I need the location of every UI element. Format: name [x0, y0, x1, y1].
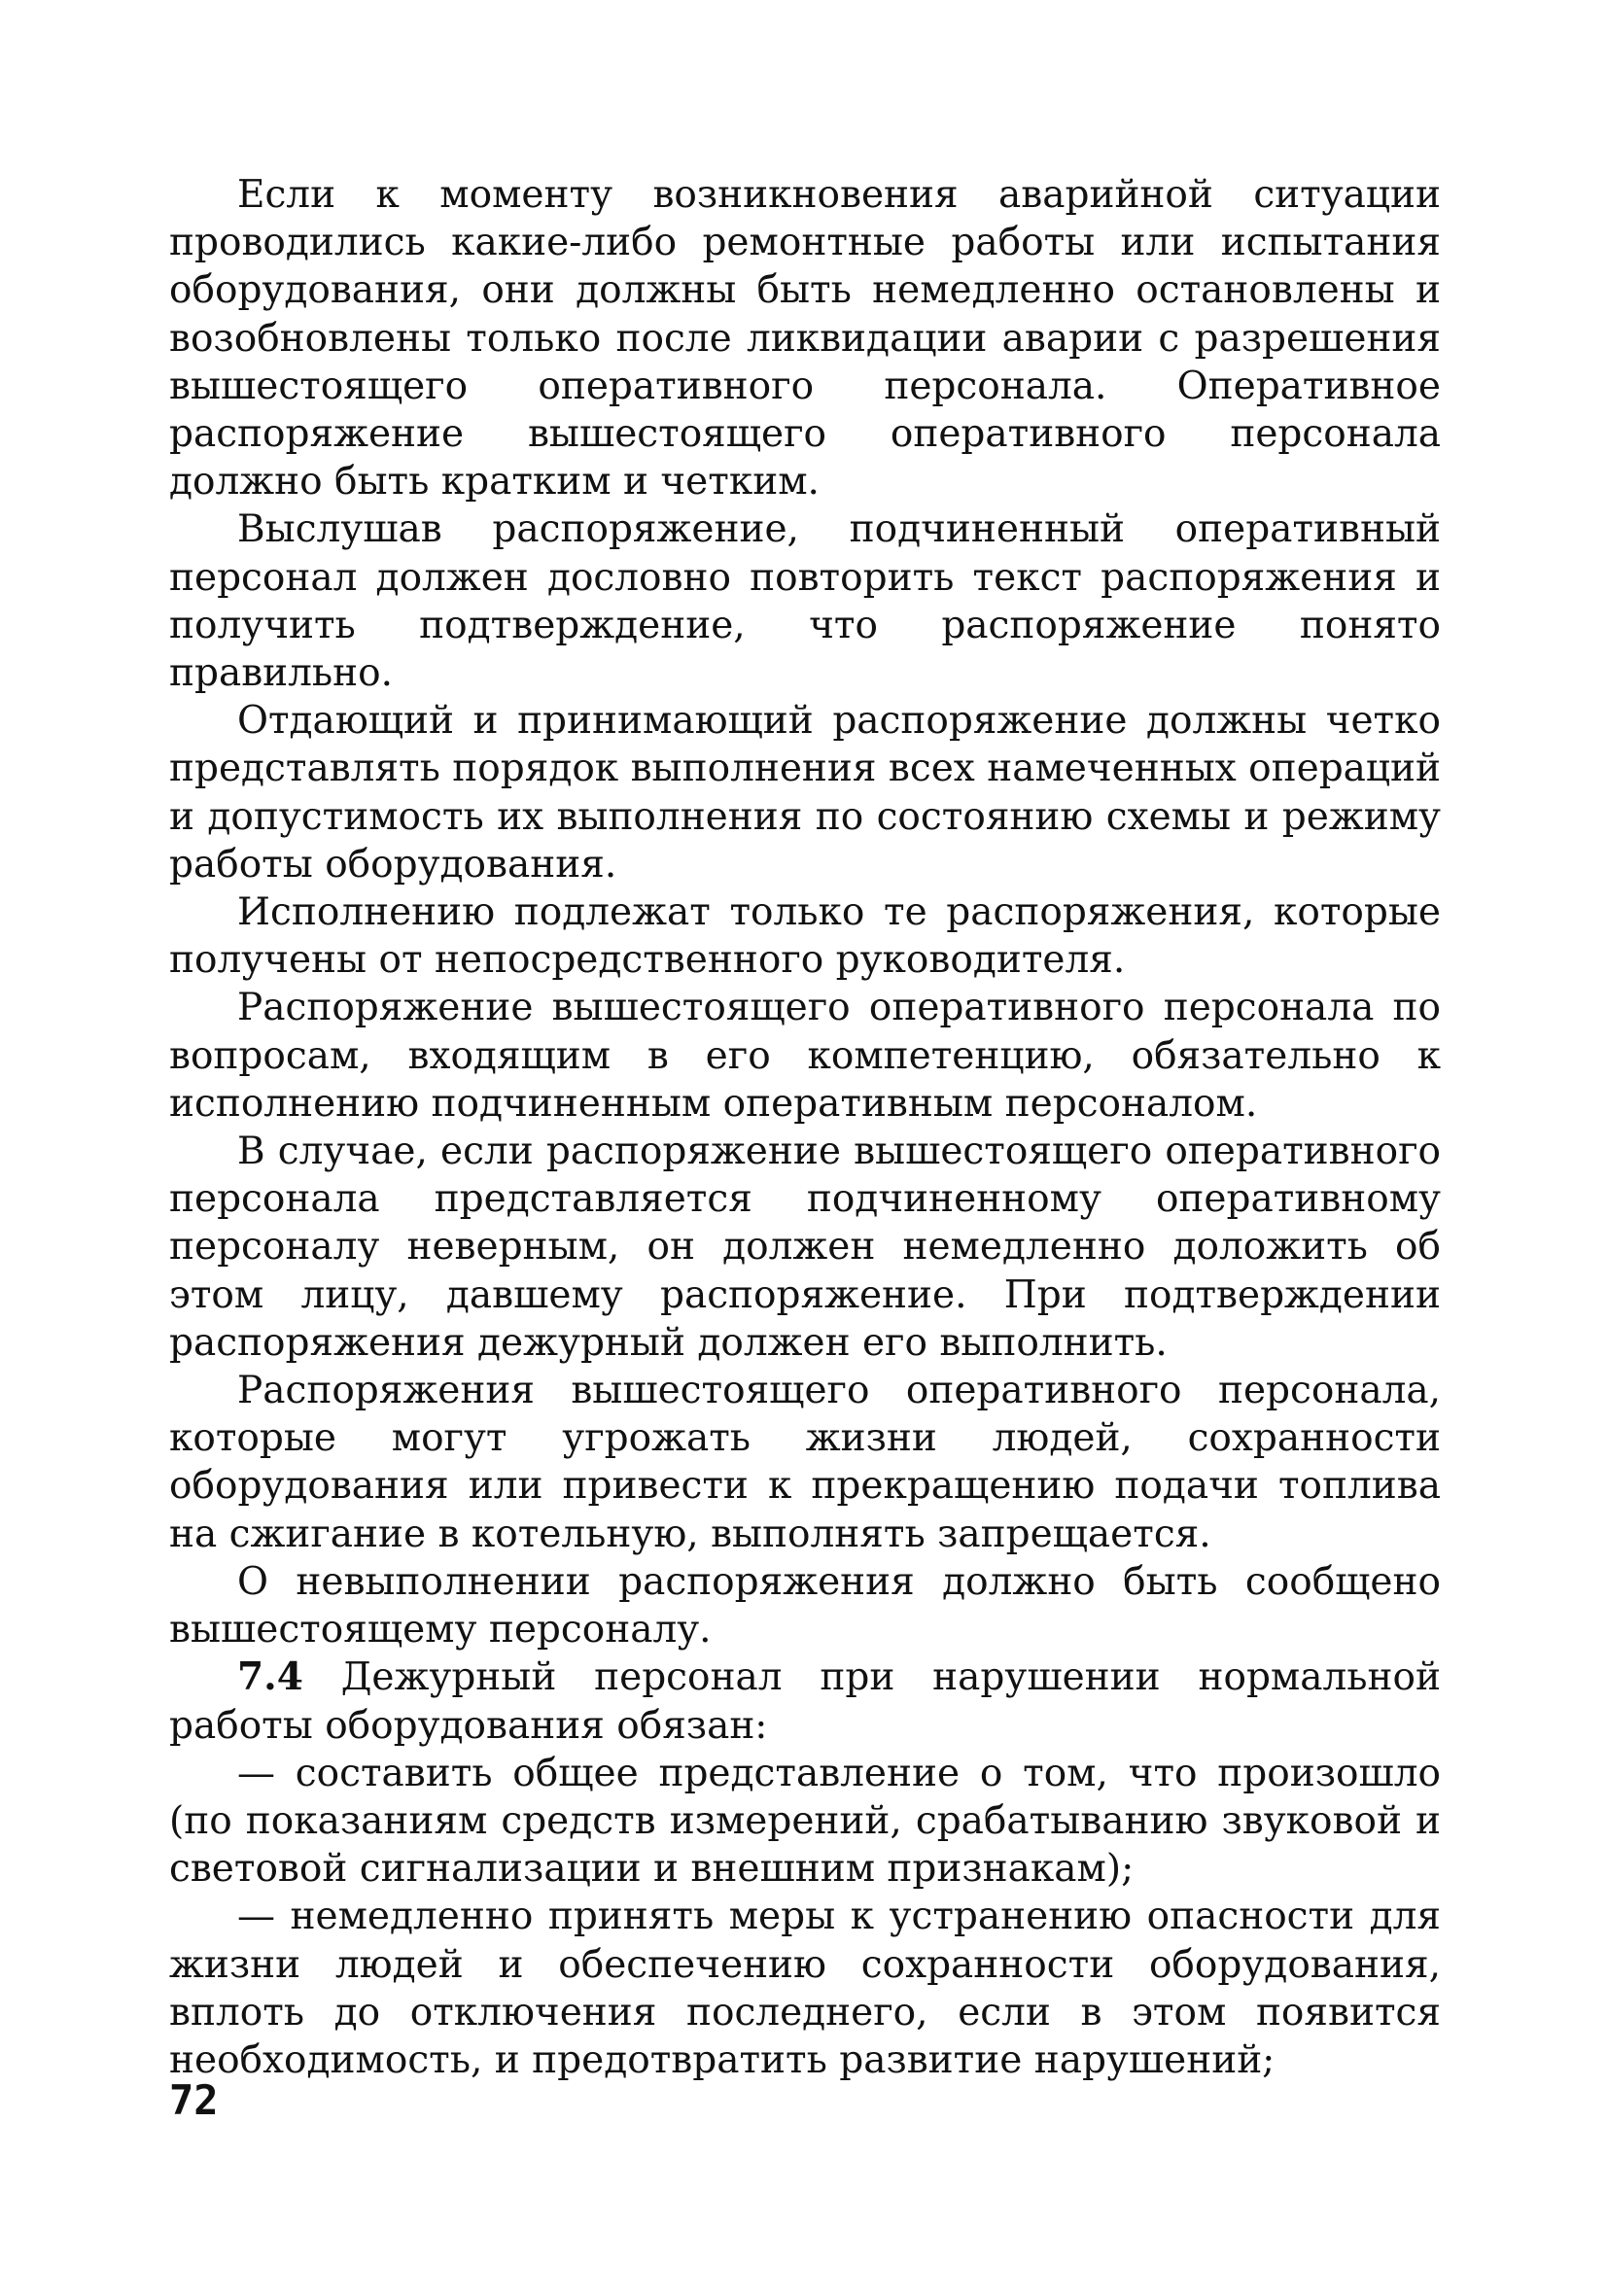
page-body: [169, 171, 1441, 2084]
paragraph: Если к моменту возникновения аварийной ситуации проводились какие-либо ремонтные работы или испытания оборудования, они должны быть немедленно остановлены и возобновлены только после ликвидации аварии с разрешения вышестоящего оперативного персонала. Оперативное распоряжение вышестоящего оперативного персонала должно быть кратким и четким.: [169, 173, 1441, 504]
paragraph: Отдающий и принимающий распоряжение должны четко представлять порядок выполнения всех намеченных операций и допустимость их выполнения по состоянию схемы и режиму работы оборудования.: [169, 699, 1441, 887]
section-number: 7.4: [237, 1654, 303, 1700]
paragraph: В случае, если распоряжение вышестоящего оперативного персонала представляется подчиненному оперативному персоналу неверным, он должен немедленно доложить об этом лицу, давшему распоряжение. При подтверждении распоряжения дежурный должен его выполнить.: [169, 1130, 1441, 1365]
section-text: Дежурный персонал при нарушении нормальной работы оборудования обязан:: [169, 1655, 1441, 1748]
list-item: — составить общее представление о том, что произошло (по показаниям средств измерений, срабатыванию звуковой и световой сигнализации и внешним признакам);: [169, 1751, 1441, 1892]
section-paragraph: [169, 1653, 1441, 1749]
paragraph: Распоряжения вышестоящего оперативного персонала, которые могут угрожать жизни людей, сохранности оборудования или привести к прекращению подачи топлива на сжигание в котельную, выполнять запрещается.: [169, 1369, 1441, 1556]
list-item: — немедленно принять меры к устранению опасности для жизни людей и обеспечению сохранности оборудования, вплоть до отключения последнего, если в этом появится необходимость, и предотвратить развитие нарушений;: [169, 1895, 1441, 2082]
paragraph: Исполнению подлежат только те распоряжения, которые получены от непосредственного руководителя.: [169, 890, 1441, 983]
paragraph: Выслушав распоряжение, подчиненный оперативный персонал должен дословно повторить текст распоряжения и получить подтверждение, что распоряжение понято правильно.: [169, 507, 1441, 696]
page-number: 72: [169, 2076, 219, 2124]
paragraph: Распоряжение вышестоящего оперативного персонала по вопросам, входящим в его компетенцию, обязательно к исполнению подчиненным оперативным персоналом.: [169, 986, 1441, 1126]
paragraph: О невыполнении распоряжения должно быть сообщено вышестоящему персоналу.: [169, 1559, 1441, 1652]
